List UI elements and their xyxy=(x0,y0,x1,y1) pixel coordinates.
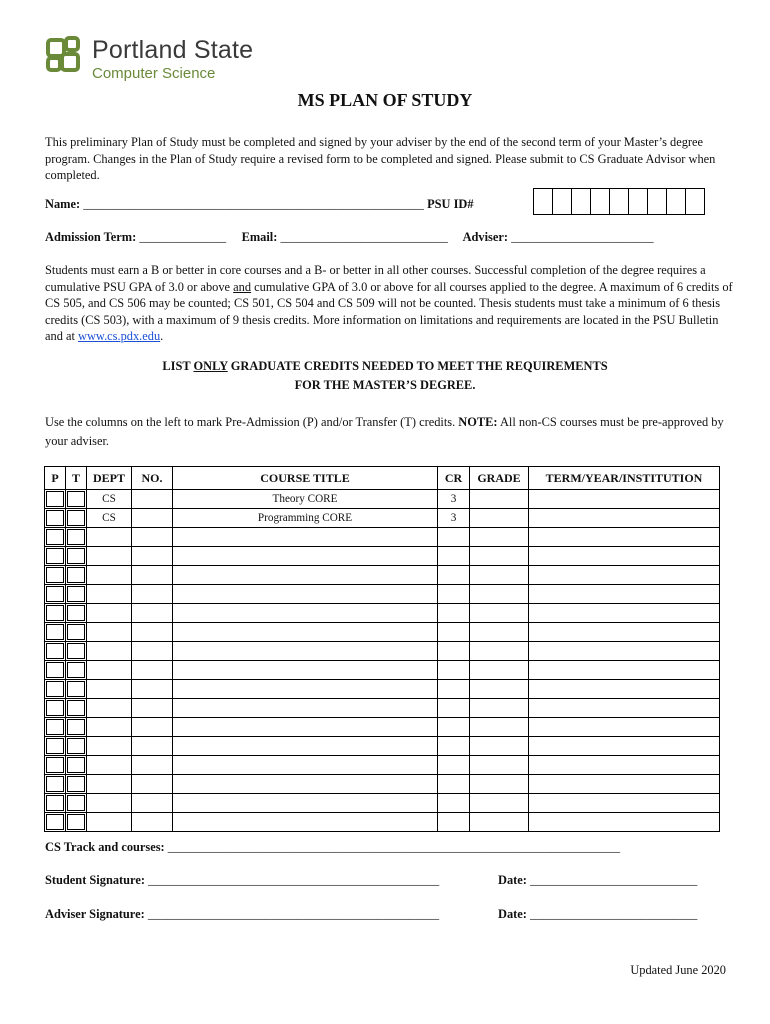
cell-p xyxy=(45,566,66,585)
cell-dept[interactable] xyxy=(87,680,132,699)
adviser-date-row xyxy=(498,907,697,922)
cell-t xyxy=(66,566,87,585)
req-and: and xyxy=(233,279,252,294)
adviser-signature-label: Adviser Signature: xyxy=(45,907,145,921)
req-part2: cumulative GPA of 3.0 or above for all courses applied to the degree. A maximum of 6 credits of CS 505, and CS 506 may be counted; CS 501, CS 504 and CS 509 will not be counted. Thesis students must take a minimum of 6 thesis credits (CS 503), with a maximum of 9 thesis credits. More information on limitations and requirements are located in the PSU Bulletin and at xyxy=(45,279,733,343)
transfer-checkbox[interactable] xyxy=(67,700,85,716)
course-table xyxy=(44,466,720,832)
col-header-term: TERM/YEAR/INSTITUTION xyxy=(529,467,720,490)
cell-term[interactable] xyxy=(529,528,720,547)
cell-course-title[interactable] xyxy=(173,585,438,604)
cell-t xyxy=(66,699,87,718)
table-row xyxy=(45,775,720,794)
psuid-digit-box[interactable] xyxy=(667,189,686,214)
cell-term[interactable] xyxy=(529,737,720,756)
admission-field[interactable]: ______________ xyxy=(139,230,227,244)
cell-grade[interactable] xyxy=(470,604,529,623)
cell-course-title[interactable] xyxy=(173,794,438,813)
cell-dept[interactable] xyxy=(87,661,132,680)
table-row xyxy=(45,661,720,680)
cell-t xyxy=(66,623,87,642)
cell-no[interactable] xyxy=(132,661,173,680)
table-row xyxy=(45,547,720,566)
cell-grade[interactable] xyxy=(470,547,529,566)
col-header-cr: CR xyxy=(438,467,470,490)
cell-dept[interactable] xyxy=(87,528,132,547)
cell-grade[interactable] xyxy=(470,680,529,699)
cell-cr[interactable] xyxy=(438,680,470,699)
cell-term[interactable] xyxy=(529,680,720,699)
adviser-date-label: Date: xyxy=(498,907,527,921)
cell-cr[interactable] xyxy=(438,585,470,604)
updated-date: Updated June 2020 xyxy=(630,963,726,977)
track-label: CS Track and courses: xyxy=(45,840,165,854)
cell-p xyxy=(45,585,66,604)
cell-grade[interactable] xyxy=(470,813,529,832)
cell-grade[interactable] xyxy=(470,585,529,604)
cell-no[interactable] xyxy=(132,718,173,737)
cell-course-title[interactable]: Programming CORE xyxy=(173,509,438,528)
cell-p xyxy=(45,642,66,661)
cell-p xyxy=(45,623,66,642)
cell-t xyxy=(66,585,87,604)
transfer-checkbox[interactable] xyxy=(67,586,85,602)
cell-t xyxy=(66,794,87,813)
cell-grade[interactable] xyxy=(470,623,529,642)
table-row xyxy=(45,604,720,623)
cell-p xyxy=(45,661,66,680)
cell-p xyxy=(45,775,66,794)
cell-dept[interactable] xyxy=(87,547,132,566)
cell-dept[interactable] xyxy=(87,642,132,661)
cell-p xyxy=(45,490,66,509)
psuid-digit-box[interactable] xyxy=(572,189,591,214)
columns-note: Use the columns on the left to mark Pre-Admission (P) and/or Transfer (T) credits. NOTE: All non-CS courses must be pre-approved by your adviser. xyxy=(45,415,724,448)
transfer-checkbox[interactable] xyxy=(67,567,85,583)
cell-grade[interactable] xyxy=(470,528,529,547)
cell-cr[interactable] xyxy=(438,623,470,642)
table-row xyxy=(45,585,720,604)
pre-admission-checkbox[interactable] xyxy=(46,700,64,716)
psuid-digit-box[interactable] xyxy=(534,189,553,214)
cell-p xyxy=(45,813,66,832)
transfer-checkbox[interactable] xyxy=(67,662,85,678)
track-row xyxy=(45,840,620,855)
student-signature-field[interactable]: _______________________________________________ xyxy=(148,873,440,887)
cell-term[interactable] xyxy=(529,661,720,680)
cell-t xyxy=(66,509,87,528)
cell-t xyxy=(66,661,87,680)
cell-cr[interactable] xyxy=(438,775,470,794)
adviser-field[interactable]: _______________________ xyxy=(511,230,654,244)
psu-logo-mark-icon xyxy=(44,36,84,80)
transfer-checkbox[interactable] xyxy=(67,757,85,773)
student-date-label: Date: xyxy=(498,873,527,887)
cell-term[interactable] xyxy=(529,509,720,528)
cell-term[interactable] xyxy=(529,585,720,604)
col-header-course-title: COURSE TITLE xyxy=(173,467,438,490)
cell-t xyxy=(66,718,87,737)
list-heading-line1: LIST ONLY GRADUATE CREDITS NEEDED TO MEET THE REQUIREMENTS xyxy=(162,359,608,373)
req-part1: Students must earn a B or better in core courses and a B- or better in all other courses. Successful completion of the degree requires a cumulative PSU GPA of 3.0 or above xyxy=(45,263,706,294)
name-label: Name: xyxy=(45,197,81,211)
pre-admission-checkbox[interactable] xyxy=(46,529,64,545)
transfer-checkbox[interactable] xyxy=(67,719,85,735)
table-row xyxy=(45,623,720,642)
list-heading-line2: FOR THE MASTER’S DEGREE. xyxy=(294,378,476,392)
student-signature-label: Student Signature: xyxy=(45,873,145,887)
pre-admission-checkbox[interactable] xyxy=(46,643,64,659)
table-row xyxy=(45,813,720,832)
cell-course-title[interactable]: Theory CORE xyxy=(173,490,438,509)
col-header-grade: GRADE xyxy=(470,467,529,490)
cell-cr[interactable] xyxy=(438,718,470,737)
cell-no[interactable] xyxy=(132,490,173,509)
table-row xyxy=(45,699,720,718)
cell-course-title[interactable] xyxy=(173,756,438,775)
cell-course-title[interactable] xyxy=(173,718,438,737)
cell-t xyxy=(66,604,87,623)
cell-no[interactable] xyxy=(132,566,173,585)
email-label: Email: xyxy=(241,230,278,244)
name-row xyxy=(45,197,474,212)
cell-cr[interactable] xyxy=(438,813,470,832)
cell-course-title[interactable] xyxy=(173,813,438,832)
adviser-signature-row xyxy=(45,907,439,922)
transfer-checkbox[interactable] xyxy=(67,548,85,564)
table-header-row xyxy=(45,467,720,490)
cell-grade[interactable] xyxy=(470,756,529,775)
pre-admission-checkbox[interactable] xyxy=(46,605,64,621)
cell-grade[interactable] xyxy=(470,509,529,528)
cell-no[interactable] xyxy=(132,737,173,756)
cell-cr[interactable] xyxy=(438,699,470,718)
pre-admission-checkbox[interactable] xyxy=(46,548,64,564)
cell-dept[interactable] xyxy=(87,756,132,775)
track-field[interactable]: _________________________________________________________________________ xyxy=(167,840,621,854)
psuid-digit-box[interactable] xyxy=(553,189,572,214)
student-date-field[interactable]: ___________________________ xyxy=(530,873,698,887)
cell-dept[interactable]: CS xyxy=(87,490,132,509)
cell-cr[interactable] xyxy=(438,547,470,566)
admission-row xyxy=(45,230,654,245)
table-row xyxy=(45,509,720,528)
cell-dept[interactable] xyxy=(87,718,132,737)
cell-no[interactable] xyxy=(132,775,173,794)
cell-p xyxy=(45,699,66,718)
col-header-t: T xyxy=(66,467,87,490)
cs-website-link[interactable]: www.cs.pdx.edu xyxy=(78,329,161,343)
cell-course-title[interactable] xyxy=(173,604,438,623)
pre-admission-checkbox[interactable] xyxy=(46,681,64,697)
pre-admission-checkbox[interactable] xyxy=(46,662,64,678)
cell-grade[interactable] xyxy=(470,718,529,737)
table-row xyxy=(45,680,720,699)
cell-no[interactable] xyxy=(132,623,173,642)
table-row xyxy=(45,566,720,585)
cell-dept[interactable] xyxy=(87,737,132,756)
cell-dept[interactable] xyxy=(87,813,132,832)
cell-p xyxy=(45,547,66,566)
note-label: NOTE: xyxy=(458,415,498,429)
table-row xyxy=(45,718,720,737)
transfer-checkbox[interactable] xyxy=(67,529,85,545)
cell-course-title[interactable] xyxy=(173,661,438,680)
cell-course-title[interactable] xyxy=(173,680,438,699)
transfer-checkbox[interactable] xyxy=(67,814,85,830)
table-row xyxy=(45,737,720,756)
table-row xyxy=(45,756,720,775)
cell-grade[interactable] xyxy=(470,642,529,661)
transfer-checkbox[interactable] xyxy=(67,491,85,507)
cell-term[interactable] xyxy=(529,490,720,509)
cell-grade[interactable] xyxy=(470,490,529,509)
cell-term[interactable] xyxy=(529,604,720,623)
cell-term[interactable] xyxy=(529,813,720,832)
col-header-p: P xyxy=(45,467,66,490)
cell-dept[interactable] xyxy=(87,585,132,604)
cell-no[interactable] xyxy=(132,642,173,661)
cell-no[interactable] xyxy=(132,585,173,604)
cell-course-title[interactable] xyxy=(173,623,438,642)
pre-admission-checkbox[interactable] xyxy=(46,624,64,640)
cell-dept[interactable] xyxy=(87,566,132,585)
pre-admission-checkbox[interactable] xyxy=(46,491,64,507)
psuid-digit-box[interactable] xyxy=(686,189,704,214)
cell-p xyxy=(45,737,66,756)
requirements-paragraph xyxy=(45,262,735,345)
transfer-checkbox[interactable] xyxy=(67,738,85,754)
cell-cr[interactable] xyxy=(438,794,470,813)
transfer-checkbox[interactable] xyxy=(67,776,85,792)
cell-p xyxy=(45,794,66,813)
adviser-date-field[interactable]: ___________________________ xyxy=(530,907,698,921)
cell-grade[interactable] xyxy=(470,661,529,680)
cell-cr[interactable] xyxy=(438,566,470,585)
cell-grade[interactable] xyxy=(470,699,529,718)
cell-p xyxy=(45,528,66,547)
table-row xyxy=(45,490,720,509)
pre-admission-checkbox[interactable] xyxy=(46,757,64,773)
pre-admission-checkbox[interactable] xyxy=(46,567,64,583)
cell-course-title[interactable] xyxy=(173,566,438,585)
adviser-label: Adviser: xyxy=(462,230,509,244)
student-date-row xyxy=(498,873,697,888)
cell-course-title[interactable] xyxy=(173,737,438,756)
pre-admission-checkbox[interactable] xyxy=(46,795,64,811)
cell-p xyxy=(45,756,66,775)
cell-grade[interactable] xyxy=(470,794,529,813)
cell-dept[interactable] xyxy=(87,623,132,642)
student-signature-row xyxy=(45,873,439,888)
cell-course-title[interactable] xyxy=(173,642,438,661)
cell-term[interactable] xyxy=(529,642,720,661)
cell-term[interactable] xyxy=(529,718,720,737)
psuid-digit-box[interactable] xyxy=(610,189,629,214)
cell-t xyxy=(66,547,87,566)
cell-dept[interactable] xyxy=(87,794,132,813)
adviser-signature-field[interactable]: _______________________________________________ xyxy=(147,907,440,921)
psuid-digit-box[interactable] xyxy=(591,189,610,214)
cell-cr[interactable] xyxy=(438,642,470,661)
pre-admission-checkbox[interactable] xyxy=(46,586,64,602)
list-heading xyxy=(0,357,770,395)
cell-term[interactable] xyxy=(529,699,720,718)
psuid-digit-box[interactable] xyxy=(648,189,667,214)
cell-no[interactable] xyxy=(132,528,173,547)
cell-course-title[interactable] xyxy=(173,547,438,566)
name-field[interactable]: _______________________________________________________ xyxy=(83,197,424,211)
org-name: Portland State xyxy=(92,36,254,64)
pre-admission-checkbox[interactable] xyxy=(46,510,64,526)
cell-cr[interactable] xyxy=(438,661,470,680)
cell-no[interactable] xyxy=(132,794,173,813)
cell-t xyxy=(66,775,87,794)
intro-paragraph: This preliminary Plan of Study must be completed and signed by your adviser by the end of the second term of your Master’s degree program. Changes in the Plan of Study require a revised form to be completed and signed. Please submit to CS Graduate Advisor when completed. xyxy=(45,135,716,182)
transfer-checkbox[interactable] xyxy=(67,624,85,640)
cell-cr[interactable]: 3 xyxy=(438,509,470,528)
cell-t xyxy=(66,680,87,699)
cell-no[interactable] xyxy=(132,604,173,623)
cell-no[interactable] xyxy=(132,699,173,718)
cell-t xyxy=(66,490,87,509)
cell-term[interactable] xyxy=(529,775,720,794)
cell-no[interactable] xyxy=(132,509,173,528)
cell-no[interactable] xyxy=(132,756,173,775)
cell-course-title[interactable] xyxy=(173,528,438,547)
psuid-label: PSU ID# xyxy=(427,197,474,211)
cell-grade[interactable] xyxy=(470,566,529,585)
transfer-checkbox[interactable] xyxy=(67,643,85,659)
cell-term[interactable] xyxy=(529,547,720,566)
cell-dept[interactable]: CS xyxy=(87,509,132,528)
col-header-no: NO. xyxy=(132,467,173,490)
cell-no[interactable] xyxy=(132,680,173,699)
admission-label: Admission Term: xyxy=(45,230,137,244)
pre-admission-checkbox[interactable] xyxy=(46,776,64,792)
req-end: . xyxy=(160,329,164,343)
transfer-checkbox[interactable] xyxy=(67,681,85,697)
cell-t xyxy=(66,528,87,547)
cell-course-title[interactable] xyxy=(173,699,438,718)
psuid-digit-box[interactable] xyxy=(629,189,648,214)
cell-cr[interactable]: 3 xyxy=(438,490,470,509)
cell-p xyxy=(45,680,66,699)
transfer-checkbox[interactable] xyxy=(67,605,85,621)
email-field[interactable]: ___________________________ xyxy=(280,230,448,244)
cell-cr[interactable] xyxy=(438,528,470,547)
cell-t xyxy=(66,737,87,756)
cell-no[interactable] xyxy=(132,547,173,566)
cell-dept[interactable] xyxy=(87,699,132,718)
pre-admission-checkbox[interactable] xyxy=(46,738,64,754)
cell-dept[interactable] xyxy=(87,604,132,623)
cell-cr[interactable] xyxy=(438,756,470,775)
pre-admission-checkbox[interactable] xyxy=(46,719,64,735)
psu-logo xyxy=(44,36,304,84)
table-row xyxy=(45,642,720,661)
cell-term[interactable] xyxy=(529,566,720,585)
cell-cr[interactable] xyxy=(438,737,470,756)
cell-no[interactable] xyxy=(132,813,173,832)
cell-t xyxy=(66,642,87,661)
cell-course-title[interactable] xyxy=(173,775,438,794)
dept-name: Computer Science xyxy=(92,65,216,82)
cell-term[interactable] xyxy=(529,756,720,775)
cell-dept[interactable] xyxy=(87,775,132,794)
cell-grade[interactable] xyxy=(470,737,529,756)
transfer-checkbox[interactable] xyxy=(67,510,85,526)
cell-t xyxy=(66,756,87,775)
only-underlined: ONLY xyxy=(193,359,228,373)
page-title: MS PLAN OF STUDY xyxy=(297,90,473,110)
cell-p xyxy=(45,604,66,623)
cell-p xyxy=(45,718,66,737)
table-row xyxy=(45,528,720,547)
table-row xyxy=(45,794,720,813)
transfer-checkbox[interactable] xyxy=(67,795,85,811)
cell-p xyxy=(45,509,66,528)
col-header-dept: DEPT xyxy=(87,467,132,490)
pre-admission-checkbox[interactable] xyxy=(46,814,64,830)
psuid-boxes[interactable] xyxy=(533,188,705,215)
cell-term[interactable] xyxy=(529,794,720,813)
cell-grade[interactable] xyxy=(470,775,529,794)
cell-t xyxy=(66,813,87,832)
cell-term[interactable] xyxy=(529,623,720,642)
cell-cr[interactable] xyxy=(438,604,470,623)
